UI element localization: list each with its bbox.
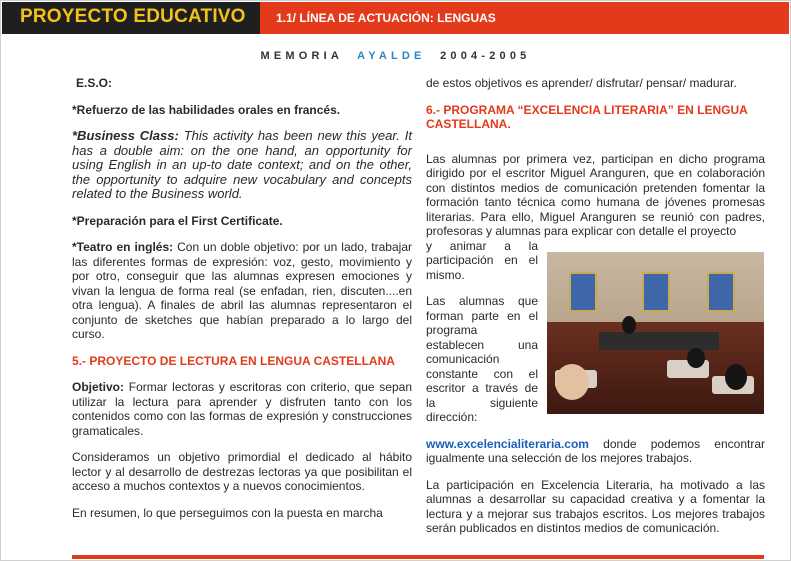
- continuation-paragraph: de estos objetivos es aprender/ disfrutar/ pensar/ madurar.: [426, 76, 737, 90]
- teatro-paragraph: [72, 240, 412, 342]
- business-class-text: This activity has been new this year. It has a double aim: on the one hand, an opportunity for using English in an up-to date context; and on the other, the opportunity to adquire new vocabulary and concepts related to the Business world.: [72, 128, 412, 202]
- programa-paragraph-end: y animar a la participación en el mismo.: [426, 238, 538, 282]
- header-brand: PROYECTO EDUCATIVO: [20, 6, 246, 27]
- memoria-line: [0, 50, 791, 62]
- comunicacion-paragraph: Las alumnas que forman parte en el programa establecen una comunicación constante con el escritor a través de la siguiente dirección:: [426, 294, 538, 424]
- photo-person: [687, 348, 705, 368]
- teatro-label: *Teatro en inglés:: [72, 240, 174, 255]
- resumen-paragraph: En resumen, lo que perseguimos con la puesta en marcha: [72, 505, 383, 520]
- website-text: donde podemos encontrar igualmente una selección de los mejores trabajos.: [426, 436, 765, 465]
- memoria-prefix: MEMORIA: [260, 50, 344, 62]
- header-section-title: 1.1/ LÍNEA DE ACTUACIÓN: LENGUAS: [276, 11, 496, 25]
- memoria-years: 2004-2005: [440, 50, 531, 62]
- meeting-photo: [547, 252, 764, 414]
- objetivo-label: Objetivo:: [72, 380, 125, 395]
- photo-banner: [642, 272, 670, 312]
- bottom-accent-bar: [72, 555, 764, 559]
- heading-section-5: 5.- PROYECTO DE LECTURA EN LENGUA CASTELLANA: [72, 353, 395, 368]
- programa-paragraph: Las alumnas por primera vez, participan en dicho programa dirigido por el escritor Miguel Aranguren, que en colaboración con distintos medios de comunicación pretenden fomentar la formación tanto técnica como humana de jóvenes promesas literarias. Para ello, Miguel Aranguren se reunió con padres, profesoras y alumnas para explicar con detalle el proyecto: [426, 151, 765, 238]
- header-bar: [2, 2, 789, 34]
- business-class-paragraph: [72, 129, 412, 202]
- header-section-block: [260, 2, 789, 34]
- photo-person: [725, 364, 747, 390]
- objetivo-paragraph: [72, 380, 412, 438]
- business-class-label: *Business Class:: [72, 128, 179, 143]
- consideramos-paragraph: Consideramos un objetivo primordial el dedicado al hábito lector y al desarrollo de destrezas lectoras ya que posibilitan el acceso a muchos contextos y a nuevos conocimientos.: [72, 450, 412, 494]
- memoria-brand: AYALDE: [357, 50, 426, 62]
- first-certificate-item: *Preparación para el First Certificate.: [72, 213, 283, 228]
- photo-person: [555, 364, 589, 400]
- photo-banner: [569, 272, 597, 312]
- teatro-text: Con un doble objetivo: por un lado, trabajar las diferentes formas de expresión: voz, gesto, movimiento y por otro, conseguir que las alumnas expresen emociones y vivan la lengua de forma real (se enfadan, rien, discuten....en otra lengua). A finales de abril las alumnas representaron el conjunto de sketches que habían preparado a lo largo del curso.: [72, 240, 412, 342]
- french-item: *Refuerzo de las habilidades orales en francés.: [72, 102, 341, 117]
- website-link[interactable]: www.excelencialiteraria.com: [426, 436, 589, 451]
- photo-table: [599, 332, 719, 350]
- photo-banner: [707, 272, 735, 312]
- left-column: [72, 76, 412, 532]
- website-paragraph: [426, 437, 765, 466]
- participacion-paragraph: La participación en Excelencia Literaria, ha motivado a las alumnas a desarrollar su capacidad creativa y a fomentar la lectura y a mejorar sus trabajos escritos. Los mejores trabajos serán publicados en distintos medios de comunicación.: [426, 477, 765, 535]
- eso-heading: E.S.O:: [76, 76, 113, 90]
- photo-person: [622, 316, 636, 334]
- header-brand-block: [2, 2, 260, 34]
- objetivo-text: Formar lectoras y escritoras con criterio, que sepan utilizar la lectura para aprender y disfruten tanto con los contenidos como con las formas de expresión y construcciones gramaticales.: [72, 380, 412, 438]
- heading-section-6: 6.- PROGRAMA “EXCELENCIA LITERARIA” EN LENGUA CASTELLANA.: [426, 102, 748, 131]
